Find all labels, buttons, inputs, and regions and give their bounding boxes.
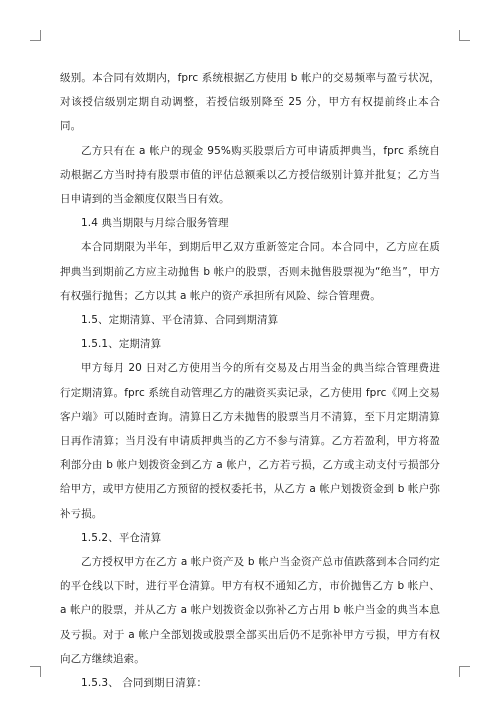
section-heading-1-5-1: 1.5.1、定期清算 (81, 338, 162, 351)
section-heading-1-5: 1.5、定期清算、平仓清算、合同到期清算 (81, 314, 279, 327)
crop-mark-bottom-right (459, 666, 470, 677)
paragraph-contract-term: 本合同期限为半年，到期后甲乙双方重新签定合同。本合同中，乙方应在质押典当到期前乙方应主动抛售 b 帐户的股票，否则未抛售股票视为“绝当”，甲方有权强行抛售；乙方以其 a 帐户的资产承担所有风险、综合管理费。 (60, 241, 440, 302)
paragraph-pledge-application: 乙方只有在 a 帐户的现金 95%购买股票后方可申请质押典当，fprc 系统自动根据乙方当时持有股票市值的评估总额乘以乙方授信级别计算并批复；乙方当日申请到的当金额度仅限当日有效。 (60, 144, 440, 206)
document-body (60, 66, 440, 695)
paragraph-continuation: 级别。本合同有效期内，fprc 系统根据乙方使用 b 帐户的交易频率与盈亏状况，对该授信级别定期自动调整，若授信级别降至 25 分，甲方有权提前终止本合同。 (60, 72, 440, 133)
crop-mark-top-left (30, 30, 41, 41)
section-heading-1-5-2: 1.5.2、平仓清算 (81, 531, 162, 544)
paragraph-periodic-settlement: 甲方每月 20 日对乙方使用当今的所有交易及占用当金的典当综合管理费进行定期清算。fprc 系统自动管理乙方的融资买卖记录，乙方使用 fprc《网上交易客户端》可以随时查询。清算日乙方未抛售的股票当月不清算，至下月定期清算日再作清算；当月没有申请质押典当的乙方不参与清算。乙方若盈利，甲方将盈利部分由 b 帐户划拨资金到乙方 a 帐户，乙方若亏损，乙方或主动支付亏损部分给甲方，或甲方使用乙方预留的授权委托书，从乙方 a 帐户划拨资金到 b 帐户弥补亏损。 (60, 362, 440, 520)
section-heading-1-4: 1.4 典当期限与月综合服务管理 (81, 217, 229, 230)
crop-mark-top-right (459, 30, 470, 41)
crop-mark-bottom-left (30, 666, 41, 677)
section-heading-1-5-3: 1.5.3、 合同到期日清算： (81, 677, 208, 690)
paragraph-liquidation-settlement: 乙方授权甲方在乙方 a 帐户资产及 b 帐户当金资产总市值跌落到本合同约定的平仓线以下时，进行平仓清算。甲方有权不通知乙方，市价抛售乙方 b 帐户、a 帐户的股票，并从乙方 a 帐户划拨资金以弥补乙方占用 b 帐户当金的典当本息及亏损。对于 a 帐户全部划拨或股票全部买出后仍不足弥补甲方亏损，甲方有权向乙方继续追索。 (60, 556, 440, 665)
